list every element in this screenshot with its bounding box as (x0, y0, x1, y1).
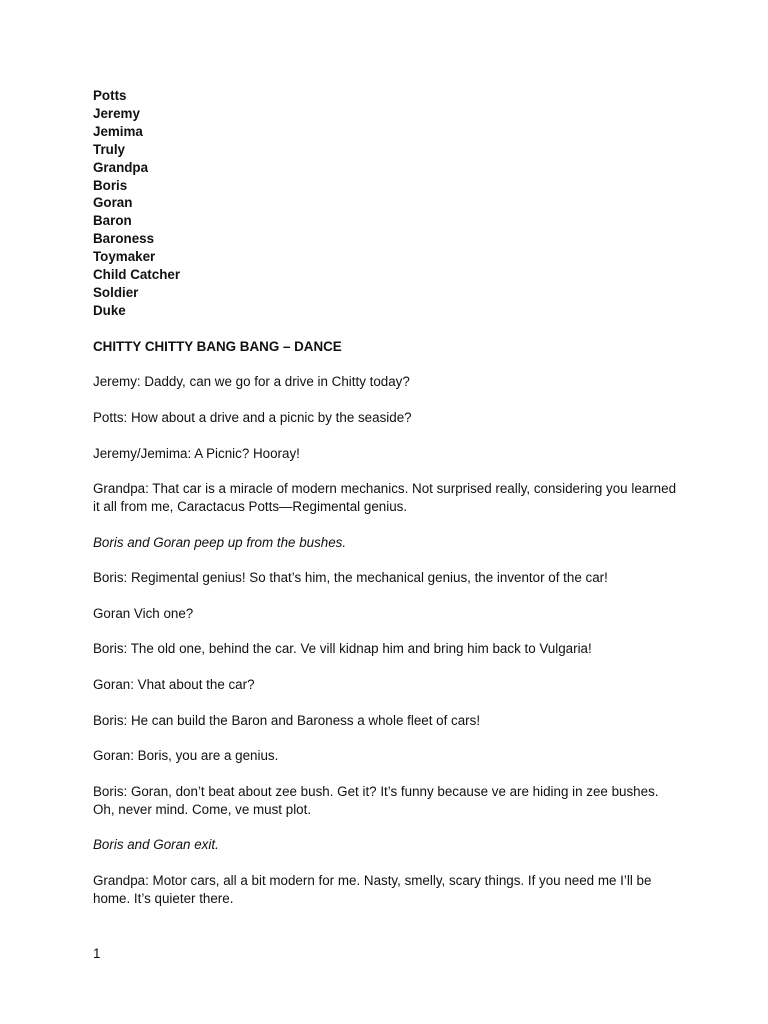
stage-direction: Boris and Goran exit. (93, 837, 219, 853)
dialogue-line: Goran: Boris, you are a genius. (93, 748, 279, 764)
cast-member: Potts (93, 88, 127, 103)
dialogue-line: Grandpa: That car is a miracle of modern mechanics. Not surprised really, considering you learned it all from me, Caractacus Potts—Regimental genius. (93, 481, 677, 515)
cast-member: Jemima (93, 123, 143, 139)
dialogue-line: Goran Vich one? (93, 605, 194, 621)
cast-member: Truly (93, 141, 125, 157)
cast-member: Toymaker (93, 249, 156, 265)
cast-member: Grandpa (93, 159, 149, 175)
dialogue-line: Boris: He can build the Baron and Baroness a whole fleet of cars! (93, 712, 481, 728)
cast-member: Goran (93, 195, 133, 211)
cast-member: Baron (93, 213, 132, 229)
dialogue-line: Boris: The old one, behind the car. Ve vill kidnap him and bring him back to Vulgaria! (93, 641, 592, 657)
page-number: 1 (93, 946, 101, 961)
cast-member: Duke (93, 302, 126, 318)
cast-member: Child Catcher (93, 267, 181, 283)
page-content (93, 87, 683, 908)
dialogue-line: Grandpa: Motor cars, all a bit modern for me. Nasty, smelly, scary things. If you need me I’ll be home. It’s quieter there. (93, 872, 652, 906)
dialogue-line: Jeremy: Daddy, can we go for a drive in Chitty today? (93, 374, 410, 390)
scene-title: CHITTY CHITTY BANG BANG – DANCE (93, 338, 342, 354)
cast-list (93, 87, 683, 320)
cast-member: Jeremy (93, 105, 140, 121)
dialogue-line: Potts: How about a drive and a picnic by the seaside? (93, 409, 412, 425)
dialogue-line: Goran: Vhat about the car? (93, 677, 255, 693)
cast-member: Soldier (93, 284, 139, 300)
cast-member: Boris (93, 177, 128, 193)
dialogue-line: Jeremy/Jemima: A Picnic? Hooray! (93, 445, 300, 461)
dialogue-line: Boris: Regimental genius! So that’s him, the mechanical genius, the inventor of the car! (93, 570, 608, 586)
dialogue-line: Boris: Goran, don’t beat about zee bush. Get it? It’s funny because ve are hiding in zee bushes. Oh, never mind. Come, ve must plot. (93, 783, 659, 817)
stage-direction: Boris and Goran peep up from the bushes. (93, 534, 347, 550)
cast-member: Baroness (93, 231, 155, 247)
